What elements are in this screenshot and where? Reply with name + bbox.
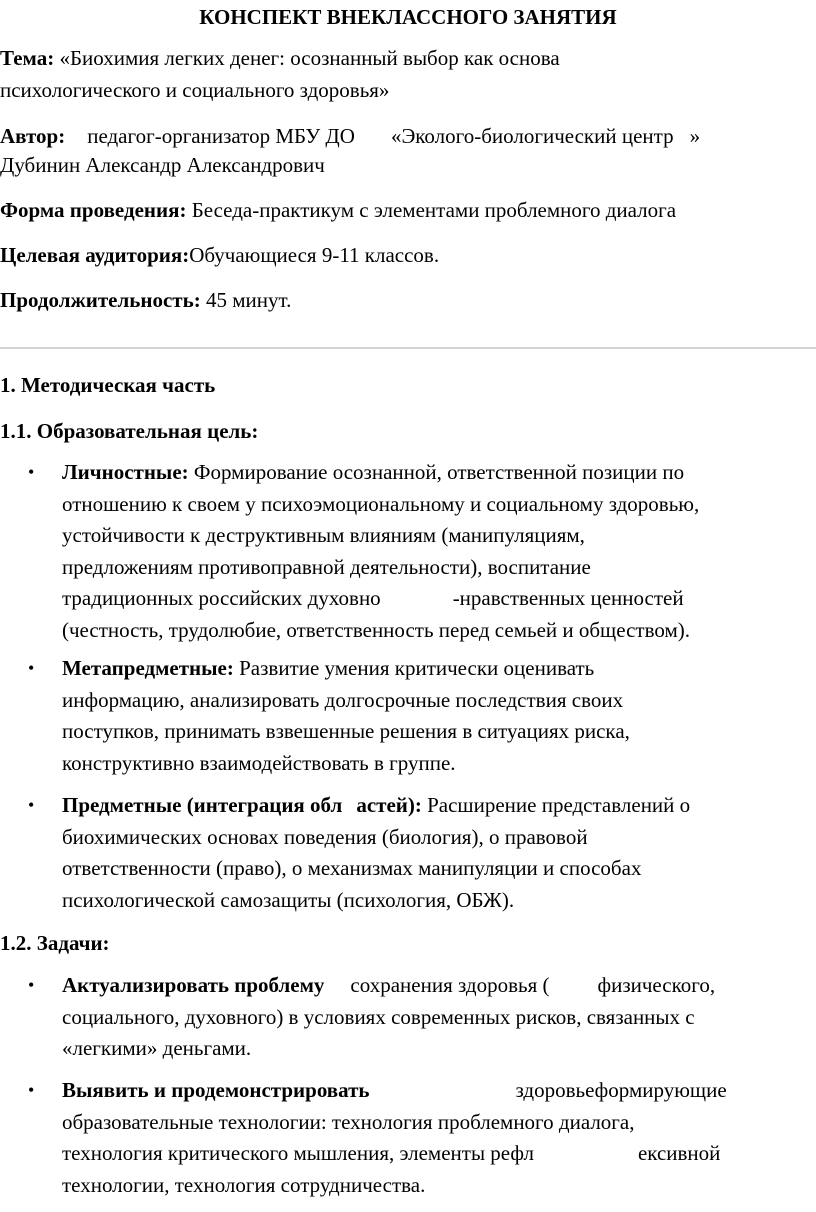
list-item-line: технологии, технология сотрудничества. [62, 1172, 426, 1197]
form-value: Беседа-практикум с элементами проблемного диалога [191, 198, 677, 222]
list-item-line [62, 583, 684, 615]
list-item-subject [0, 790, 816, 918]
document-title: КОНСПЕКТ ВНЕКЛАССНОГО ЗАНЯТИЯ [199, 5, 617, 29]
list-item-line: биохимических основах поведения (биология), о правовой [62, 824, 588, 849]
task-text: здоровьеформирующие [515, 1078, 727, 1102]
task-text: технология критического мышления, элементы рефл [62, 1141, 534, 1165]
author-text-3: » [689, 124, 701, 148]
goal-text: Развитие умения критически оценивать [239, 656, 595, 680]
task-text: ексивной [637, 1141, 721, 1165]
bullet-dot: • [28, 462, 35, 482]
author-text-1: педагог-организатор МБУ ДО [87, 124, 355, 148]
list-item-line [62, 790, 690, 822]
list-item-line [62, 1138, 720, 1170]
goal-text: Формирование осознанной, ответственной позиции по [193, 460, 685, 484]
list-item-line: информацию, анализировать долгосрочные последствия своих [62, 687, 624, 712]
goal-text: -нравственных ценностей [452, 586, 684, 610]
list-item-line [62, 970, 715, 1002]
audience-value: Обучающиеся 9-11 классов. [189, 243, 440, 267]
list-item-line: образовательные технологии: технология проблемного диалога, [62, 1109, 635, 1134]
goal-text: традиционных российских духовно [62, 586, 381, 610]
section-heading-methodical: 1. Методическая часть [0, 373, 216, 397]
bullet-dot: • [28, 1080, 35, 1100]
task-text: физического, [597, 973, 716, 997]
list-item-line [62, 1075, 727, 1107]
list-item-line: конструктивно взаимодействовать в группе. [62, 750, 456, 775]
list-item-task-actualize [0, 970, 816, 1066]
list-item-personal [0, 457, 816, 647]
goal-label: Метапредметные: [62, 656, 234, 680]
list-item-metasubject [0, 653, 816, 781]
topic-text-1: «Биохимия легких денег: осознанный выбор как основа [59, 46, 560, 70]
author-text-2: «Эколого-биологический центр [390, 124, 674, 148]
goal-text: Расширение представлений о [427, 793, 691, 817]
bullet-dot: • [28, 975, 35, 995]
audience-line [0, 239, 816, 271]
list-item-line: отношению к своем у психоэмоциональному и социальному здоровью, [62, 491, 700, 516]
topic-label: Тема: [0, 46, 55, 70]
form-line [0, 194, 816, 226]
duration-label: Продолжительность: [0, 288, 201, 312]
duration-line [0, 284, 816, 316]
list-item-line: устойчивости к деструктивным влияниям (манипуляциям, [62, 523, 585, 547]
task-label: Выявить и продемонстрировать [62, 1078, 370, 1102]
list-item-line [62, 457, 684, 489]
author-line-2: Дубинин Александр Александрович [0, 153, 325, 177]
author-label: Автор: [0, 124, 66, 148]
goal-label: Личностные: [62, 460, 189, 484]
goal-label [62, 793, 422, 817]
form-label: Форма проведения: [0, 198, 187, 222]
audience-label: Целевая аудитория: [0, 243, 190, 267]
bullet-dot: • [28, 658, 35, 678]
list-item-line: «легкими» деньгами. [62, 1036, 252, 1060]
author-line-1 [0, 120, 816, 152]
task-text: сохранения здоровья ( [350, 973, 550, 997]
goal-label-part: астей): [356, 793, 422, 817]
goal-label-part: Предметные (интеграция обл [62, 793, 343, 817]
list-item-line: поступков, принимать взвешенные решения в ситуациях риска, [62, 719, 630, 743]
subsection-heading-goal: 1.1. Образовательная цель: [0, 419, 259, 443]
list-item-line: психологической самозащиты (психология, ОБЖ). [62, 887, 515, 912]
list-item-line [62, 653, 594, 685]
list-item-line: (честность, трудолюбие, ответственность перед семьей и обществом). [62, 617, 690, 642]
list-item-line: ответственности (право), о механизмах манипуляции и способах [62, 856, 642, 880]
subsection-heading-tasks: 1.2. Задачи: [0, 931, 110, 955]
list-item-line: социального, духовного) в условиях современных рисков, связанных с [62, 1004, 695, 1029]
task-label: Актуализировать проблему [62, 973, 325, 997]
list-item-line: предложениям противоправной деятельности), воспитание [62, 554, 591, 579]
section-divider [0, 347, 816, 349]
bullet-dot: • [28, 795, 35, 815]
list-item-task-identify [0, 1075, 816, 1203]
duration-value: 45 минут. [205, 288, 292, 312]
topic-line-2: психологического и социального здоровья» [0, 78, 390, 102]
topic-line-1 [0, 42, 816, 74]
